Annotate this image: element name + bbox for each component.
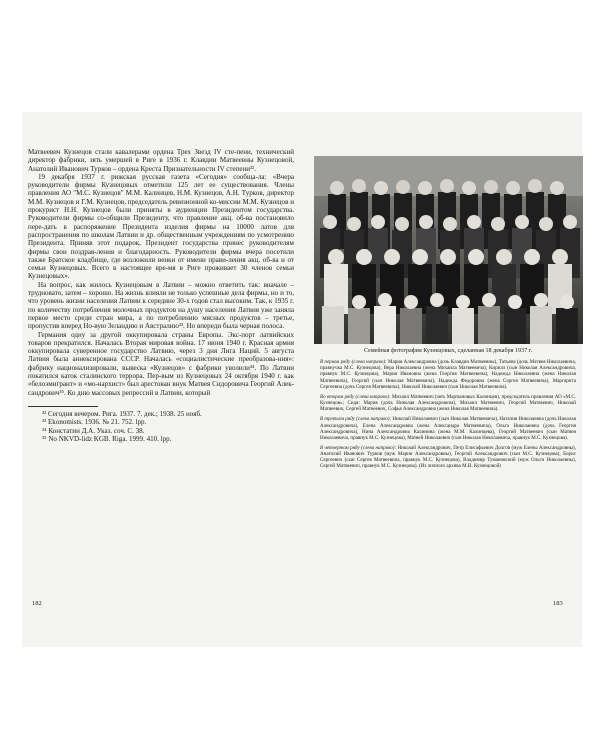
caption-row-label: В первом ряду (слева направо):: [320, 359, 387, 366]
page-number-right: 183: [553, 600, 563, 607]
page-number-left: 182: [32, 600, 42, 607]
paragraph: На вопрос, как жилось Кузнецовым в Латвии – можно ответить так: вначале – трудновато, затем – хорошо. На жизнь влияли не только успешные дела фирмы, но и то, что уровень жизни населения Латвии к середине 30-х годов стал высоким. Так, к 1935 г. по количеству потребления молочных продуктов на душу населения Латвия уже заняла первое место среди стран мира, а по потреблению мясных продуктов – третье, пропустив вперед Но-вую Зеландию и Австралию³³. Но впереди была черная полоса.: [28, 280, 294, 331]
caption-row-label: В четвертом ряду (слева направо):: [320, 444, 397, 451]
family-photo-illustration: [314, 156, 583, 344]
caption-row: [320, 416, 576, 441]
footnote: ³³ Ekonomists. 1936. № 21. 752. lpp.: [42, 418, 147, 427]
caption-row-text: Михаил Матвеевич (зять Мартыновых Калинцев), председатель правления АО «М.С. Кузнецов»; Сидя: Мария (дочь Николая Александровича), Михаил Матвеевич, Георгий Матвеевич, Николай Матвеевич, Сергей Матвеевич, Софья Александровна (жена Николая Матвеевича).: [320, 393, 577, 413]
footnote: ³⁵ No NKVD-lidz KGB. Riga. 1999. 410. lpp.: [42, 434, 172, 443]
paragraph: Матвеевич Кузнецов стали кавалерами ордена Трех Звезд IV сте-пени, технический директор фабрики, зять умершей в Риге в 1936 г. Клавдии Матвеевны Кузнецовой, Анатолий Иванович Турков – ордена Креста Признательности IV степени³².: [28, 148, 294, 173]
caption-title: Семейная фотография Кузнецовых, сделанная 18 декабря 1937 г.: [363, 348, 532, 354]
caption-row-text: Николай Александрович, Петр Елисафьевич Долгов (муж Елены Александровны), Анатолий Иванович Турков (муж Марии Александровны), Георгий Александрович (сын М.С. Кузнецова), Борис Сергеевич (сын Сергея Матвеевича, правнук М.С. Кузнецова), Владимир Тумановский (муж Ольги Николаевны), Сергей Матвеевич, правнук М.С. Кузнецова). (Из личного архива М.Н. Кузнецовой): [320, 444, 577, 470]
footnote: ³² Сегодня вечером. Рига. 1937. 7. дек.; 1938. 25 нояб.: [42, 409, 202, 418]
caption-row-text: Мария Александровна (дочь Клавдии Матвеевны), Татьяна (дочь Матвея Николаевича, правнучка М.С. Кузнецова), Вера Николаевна (жена Михаила Матвеевича), Кирилл (сын Николая Александровича, правнук М.С. Кузнецова), Мария Ивановна (жена Георгия Матвеевича), Надежда Николаевна (жена Николая Матвеевича), Георгий (сын Николая Матвеевича), Надежда Федоровна (жена Сергея Матвеевича), Маргарита Сергеевна (дочь Сергея Матвеевича), Николай Николаевич (сын Николая Матвеевича).: [320, 359, 576, 390]
caption-row-label: Во втором ряду (слева направо):: [320, 393, 391, 400]
photo-caption: [320, 348, 576, 474]
paragraph: 19 декабря 1937 г. рижская русская газета «Сегодня» сообща-ла: «Вчера руководители фирмы Кузнецовых отметили 125 лет ее существования. Члены правления АО "М.С. Кузнецов" М.М. Калинцев, Н.М. Кузнецов, А.Н. Турков, директор М.М. Кузнецов и Г.М. Кузнецов, председатель ревизионной ко-миссии М.М. Кузнецов и прокурист Н.Н. Кузнецов были приняты в аудиенции Президентом государства. Руководители фирмы со-общили Президенту, что правление акц. об-ва постановило пере-дать в распоряжение Президента изделия фирмы на 10000 латов для распространения по школам Латвии и др. общественным учреждениям по усмотрению Президента. Приняв этот подарок, Президент государства принес руководителям фирмы свои поздрав-ления и благодарность. Руководители фирмы вчера посетили также Братское кладбище, где возложили венки от имени прави-ления акц. об-ва и от семьи Кузнецовых. Всего в настоящее вре-мя в Риге проживает 30 членов семьи Кузнецовых».: [28, 172, 294, 281]
caption-row: [320, 394, 576, 412]
left-page: [28, 148, 294, 443]
footnote: ³⁴ Констатин Д.А. Указ. соч. С. 38.: [42, 426, 145, 435]
footnote-divider: [28, 406, 98, 407]
paragraph: Германия одну за другой оккупировала страны Европы. Экс-порт латвийских товаров прекратился. Началась Вторая мировая война. 17 июня 1940 г. Красная армия оккупировала суверенное государство Латвию, через 3 дня Лига Наций. 5 августа Латвия была аннексирована СССР. Началась «социалистические преобразова-ния»: фабрику национализировали, вывеска «Кузнецов» с фабрики уволили³⁴. По Латвии покатился каток сталинского террора. Пер-вым из Кузнецовых 24 октября 1940 г. как «белоэмигрант» и «мо-нархист» был арестован внук Матвея Сидоровича Георгий Алек-сандрович³⁵. Ко дню массовых репрессий в Латвии, который: [28, 330, 294, 397]
caption-row: [320, 359, 576, 390]
family-photograph: [314, 156, 583, 344]
caption-row-text: Николай Николаевич (сын Николая Матвеевича), Наталия Николаевна (дочь Николая Александровича), Елена Александровна (жена Александра Матвеевича), Ольга Николаевна (дочь Георгия Александровича), Нина Александровна Калинина (жена М.М. Калинцева), Георгий Матвеевич (сын Матвея Николаевича, правнук М.С. Кузнецова), Матвей Николаевич (сын Николая Николаевича, правнук М.С. Кузнецова).: [320, 416, 576, 441]
caption-row: [320, 445, 576, 470]
caption-row-label: В третьем ряду (слева направо):: [320, 416, 392, 423]
